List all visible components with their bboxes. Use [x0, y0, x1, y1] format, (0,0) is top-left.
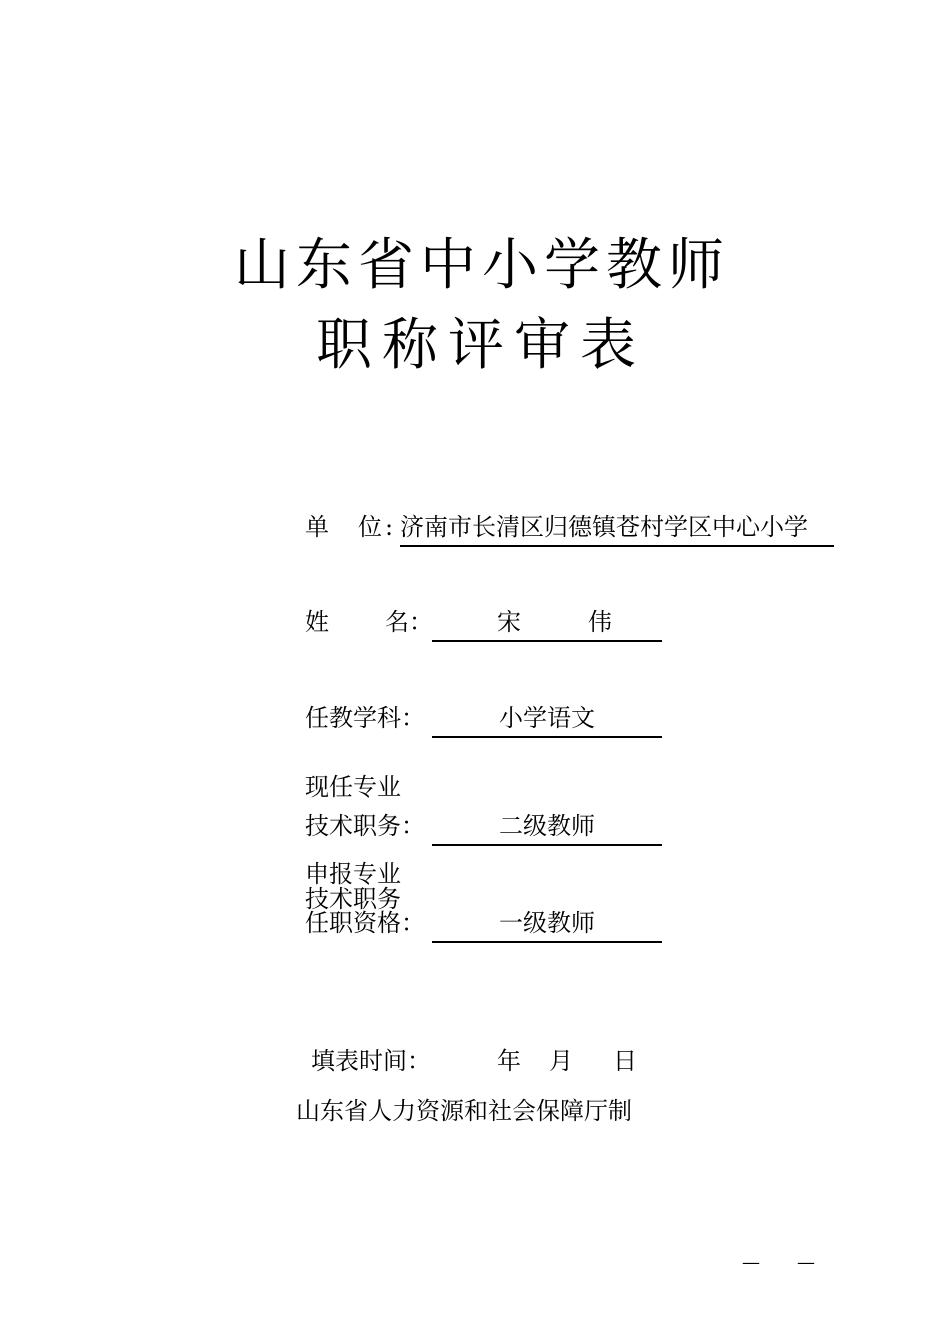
- issuer-text: 山东省人力资源和社会保障厅制: [296, 1097, 632, 1125]
- current-title-underline: [432, 844, 662, 846]
- unit-label-part1: 单: [305, 513, 329, 541]
- fill-date-month: 月: [549, 1047, 573, 1075]
- applied-title-value: 一级教师: [499, 909, 595, 937]
- subject-label: 任教学科：: [305, 704, 425, 732]
- name-underline: [432, 640, 662, 642]
- fill-date-label: 填表时间：: [311, 1047, 431, 1075]
- footer-dash-1: —: [742, 1252, 760, 1273]
- name-value-part2: 伟: [588, 608, 612, 636]
- unit-underline: [400, 545, 834, 547]
- name-value-part1: 宋: [497, 608, 521, 636]
- fill-date-year: 年: [497, 1047, 521, 1075]
- name-label-part2: 名: [385, 608, 409, 636]
- applied-title-underline: [432, 941, 662, 943]
- name-label-part1: 姓: [305, 608, 329, 636]
- form-title-line-1: 山东省中小学教师: [234, 233, 730, 298]
- current-title-label-line2: 技术职务：: [305, 812, 425, 840]
- applied-title-label-line3: 任职资格：: [305, 909, 425, 937]
- name-label-colon: ：: [409, 608, 433, 636]
- unit-value: 济南市长清区归德镇苍村学区中心小学: [400, 513, 808, 541]
- fill-date-day: 日: [613, 1047, 637, 1075]
- unit-label-colon: :: [385, 513, 394, 541]
- unit-label-part2: 位: [358, 513, 382, 541]
- subject-value: 小学语文: [499, 704, 595, 732]
- footer-dash-2: —: [797, 1252, 815, 1273]
- current-title-label-line1: 现任专业: [305, 773, 401, 801]
- form-title-line-2: 职称评审表: [316, 313, 646, 378]
- applied-title-label-line2: 技术职务: [305, 885, 401, 913]
- current-title-value: 二级教师: [499, 812, 595, 840]
- subject-underline: [432, 736, 662, 738]
- applied-title-label-line1: 申报专业: [305, 860, 401, 888]
